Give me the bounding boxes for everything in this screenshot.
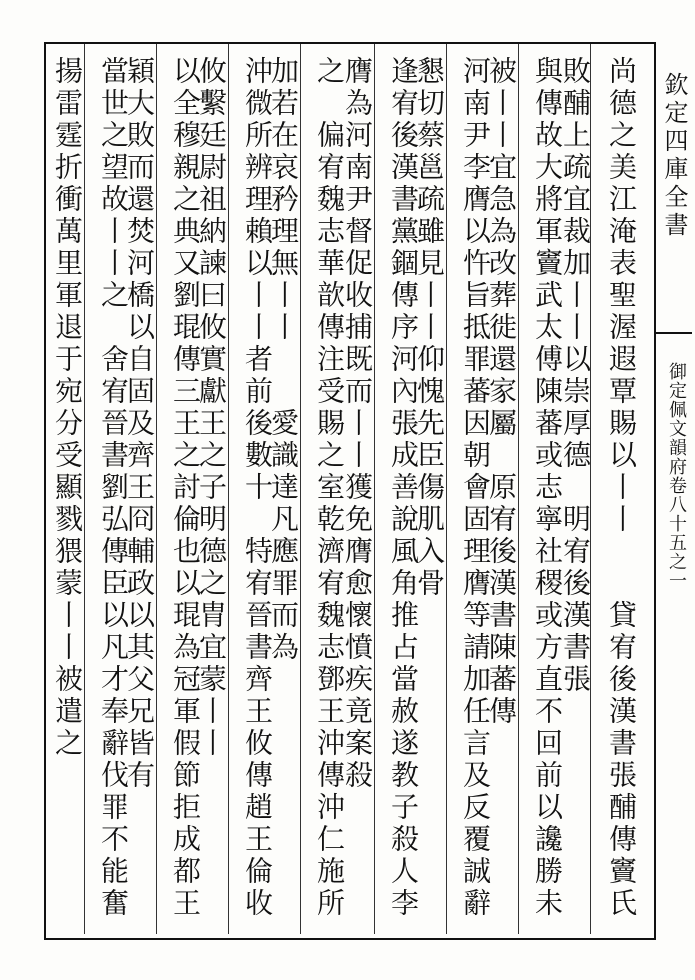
text-column-7: 以全穆親之典又劉琨傳三王之討倫也以琨為冠軍假節拒成都王穎大敗而還焚河橋以自固及齊王冏輔政以其父兄皆有 bbox=[123, 56, 202, 920]
text-column-3: 河南尹李膺以忤旨抵罪蕃因朝會固理膺等請加任言及反覆誠辭懇切蔡邕疏雖見丨丨仰愧先臣傷肌入骨 bbox=[413, 56, 492, 920]
column-rule bbox=[374, 44, 375, 934]
text-column-6: 沖微所辨理賴以丨丨者前後數十 特宥晉書齊王攸傳趙王倫收攸繫廷尉祖納諫曰攸實獻王之子明德之胄宜蒙丨丨 bbox=[195, 56, 274, 920]
margin-column bbox=[656, 42, 690, 936]
text-column-5: 之 偏宥魏志華歆傳注受賜之室乾濟宥魏志鄧王沖傳沖仁施所加若在哀矜理無丨丨 愛識達凡應罪而為 bbox=[267, 56, 346, 920]
column-rule bbox=[84, 44, 85, 934]
margin-divider bbox=[656, 332, 692, 334]
column-rule bbox=[228, 44, 229, 934]
text-column-2: 與傳故大將軍竇武太傅陳蕃或志寧社稷或方直不回前以讒勝未被丨丨宜急為改葬徙還家屬 原宥後漢書陳蕃傳 bbox=[485, 56, 564, 920]
column-rule bbox=[518, 44, 519, 934]
column-rule bbox=[590, 44, 591, 934]
column-rule bbox=[446, 44, 447, 934]
column-rule bbox=[300, 44, 301, 934]
text-column-4: 逢宥後漢書黨錮傳序河內張成善說風角推占當赦遂教子殺人李膺為河南尹督促收捕既而丨丨獲免膺愈懷憤疾竟案殺 bbox=[341, 56, 420, 920]
column-rule bbox=[156, 44, 157, 934]
text-column-8: 當世之望故丨丨之 舍宥晉書劉弘傳臣以凡才奉辭伐罪不能奮揚雷霆折衝萬里軍退于宛分受顯戮猥蒙丨丨被遣之 bbox=[51, 56, 130, 920]
book-header: 欽定四庫全書 bbox=[660, 72, 688, 240]
volume-title: 御定佩文韻府卷八十五之一 bbox=[666, 362, 687, 590]
text-column-1: 尚德之美江淹表聖渥遐覃賜以丨丨 貸宥後漢書張酺傳竇氏敗酺上疏宜裁加丨丨以崇厚德 明宥後漢書張 bbox=[559, 56, 638, 920]
